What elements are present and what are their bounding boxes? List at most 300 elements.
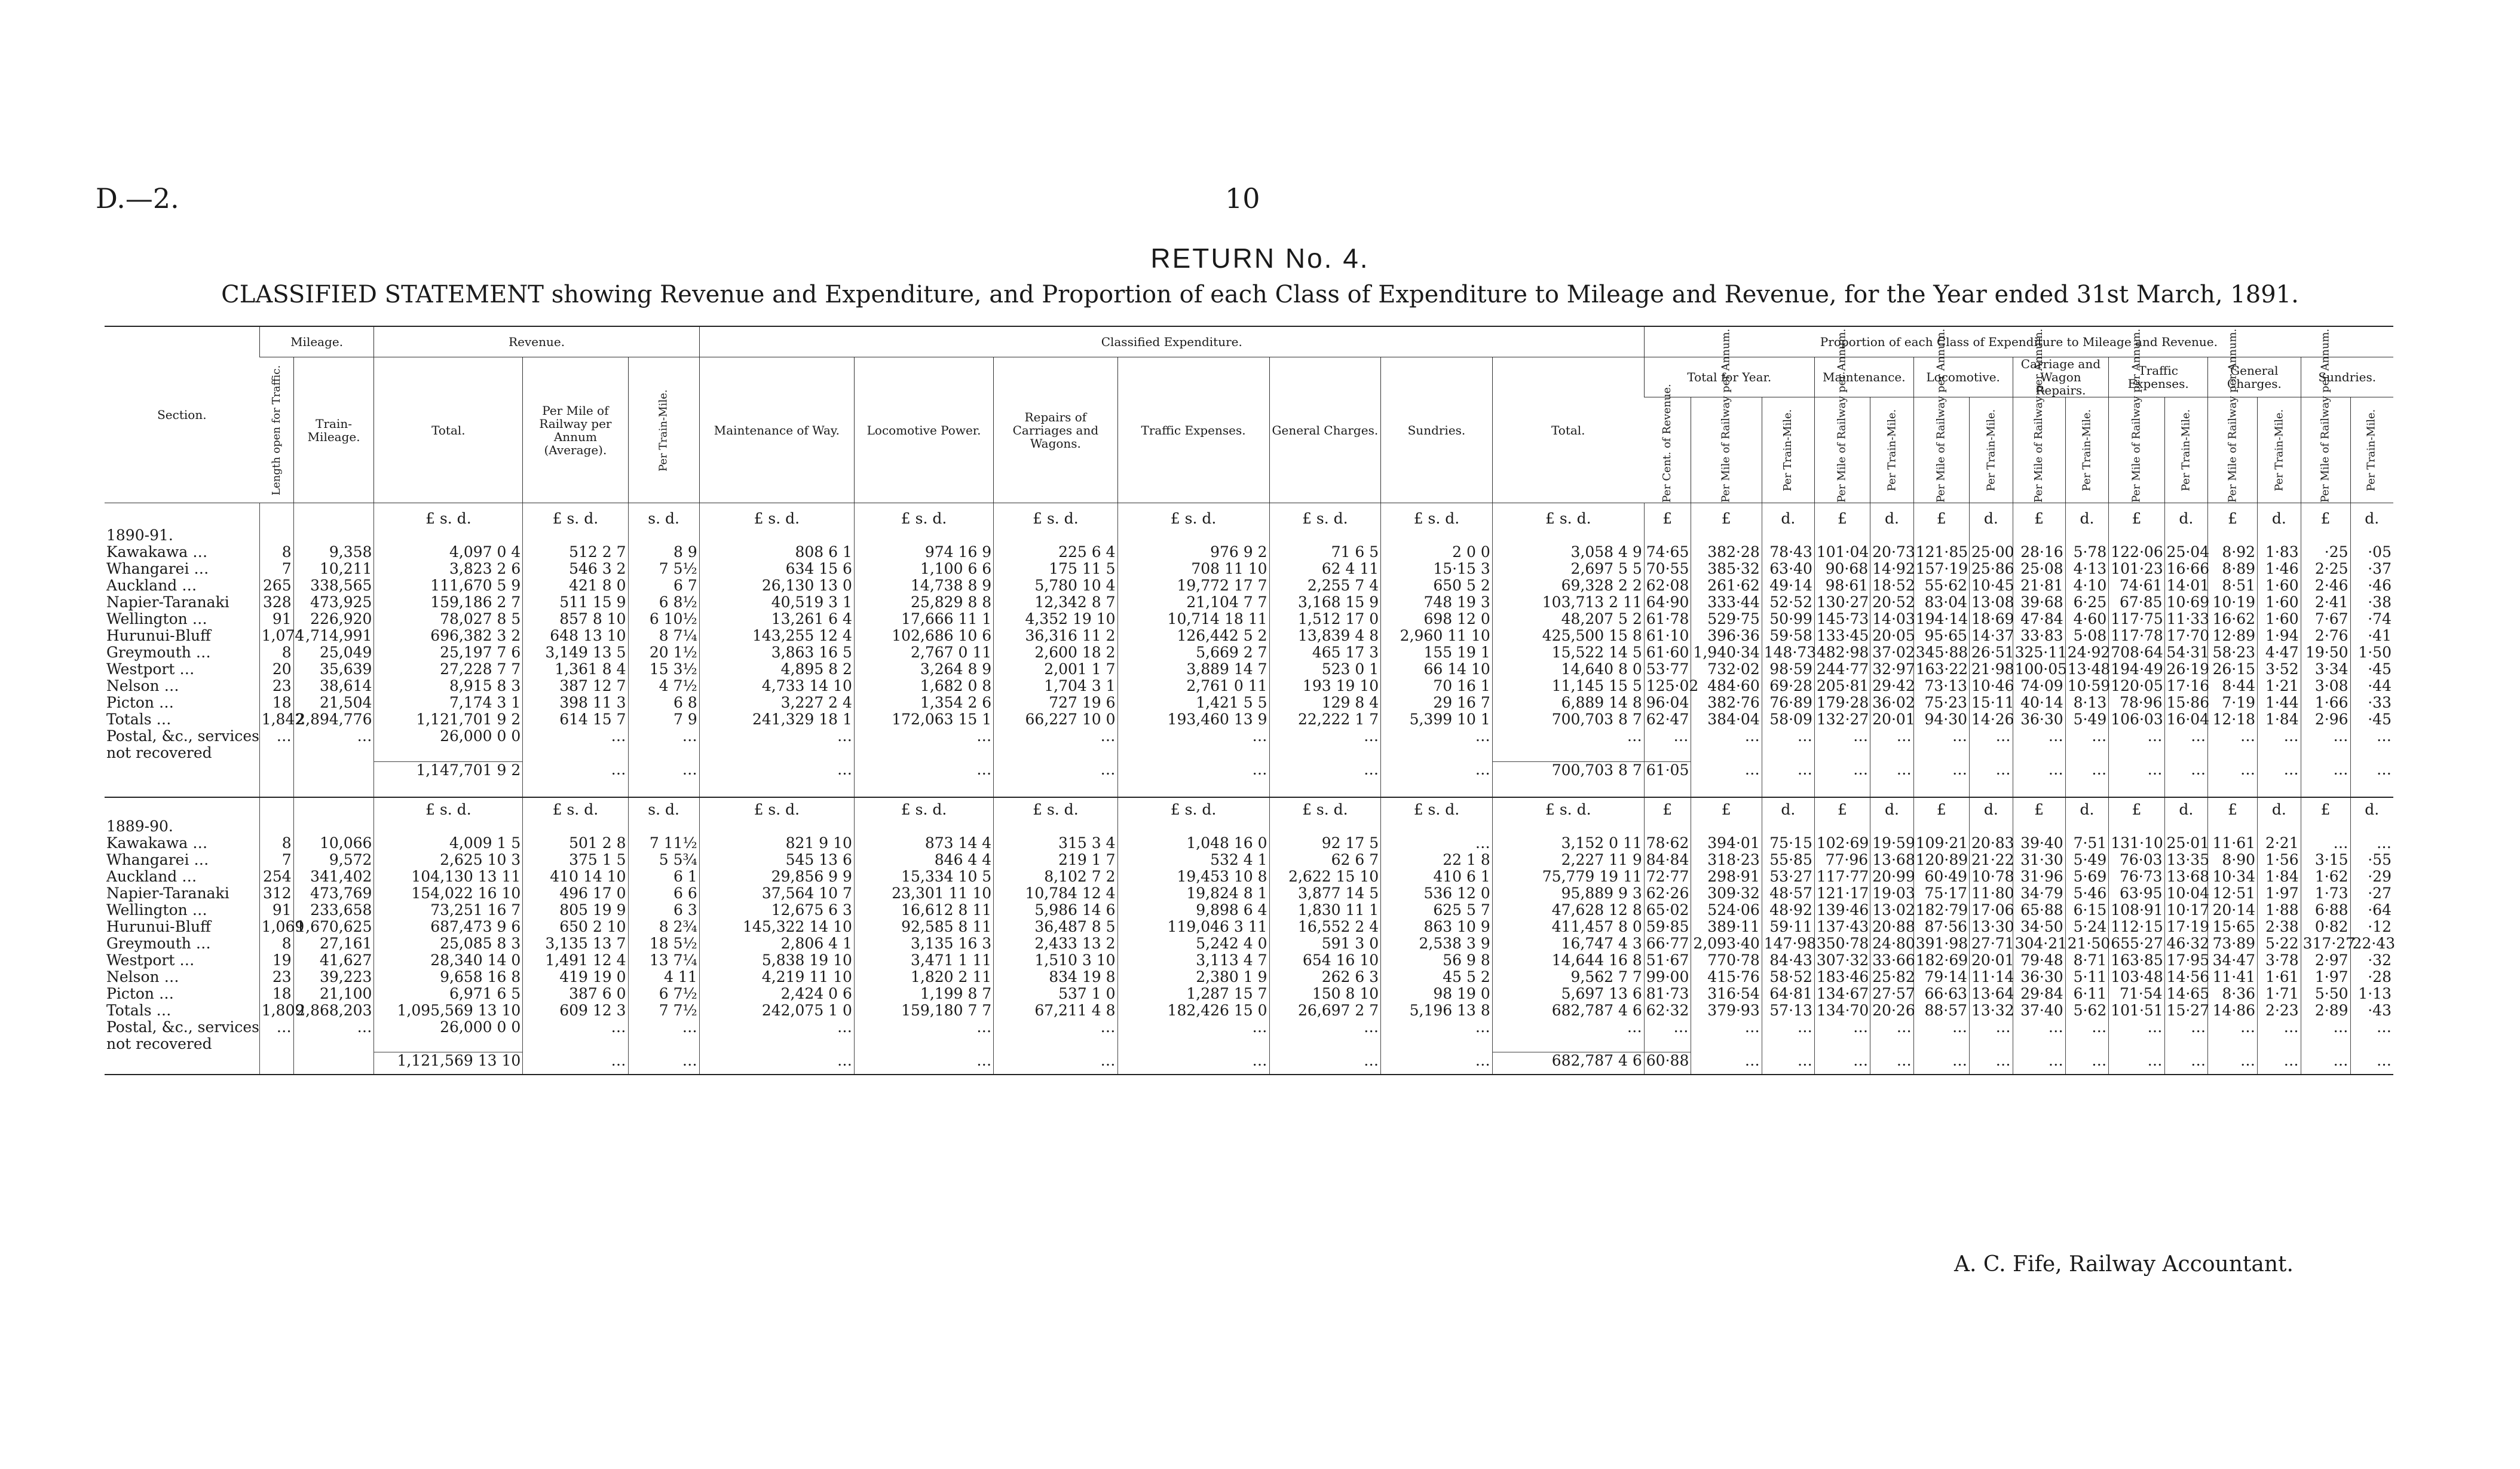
value-cell: 13,261 6 4 [699, 611, 854, 628]
value-cell [1117, 745, 1269, 761]
value-cell: 98 19 0 [1381, 986, 1493, 1002]
totals-sub-row [105, 1052, 2393, 1070]
value-cell: 20 [259, 661, 293, 678]
value-cell [854, 745, 993, 761]
unit-label: d. [2350, 801, 2393, 818]
spacer-cell [374, 779, 523, 797]
value-cell: 22 1 8 [1381, 852, 1493, 868]
spacer-cell [628, 527, 699, 544]
value-cell: 111,670 5 9 [374, 577, 523, 594]
value-cell: 1·46 [2258, 561, 2301, 577]
value-cell: 3·78 [2258, 952, 2301, 969]
value-cell: 26,000 0 0 [374, 1019, 523, 1036]
value-cell: 14·56 [2164, 969, 2208, 986]
value-cell: 131·10 [2109, 835, 2164, 852]
value-cell: 72·77 [1644, 868, 1691, 885]
value-cell: 244·77 [1814, 661, 1870, 678]
value-cell: 33·66 [1870, 952, 1914, 969]
value-cell: 5·69 [2065, 868, 2109, 885]
value-cell: … [2301, 835, 2350, 852]
value-cell: … [2065, 761, 2109, 779]
value-cell: 328 [259, 594, 293, 611]
value-cell: 708 11 10 [1117, 561, 1269, 577]
value-cell: 62·47 [1644, 711, 1691, 728]
totals-sub-row [105, 761, 2393, 779]
value-cell: 21,104 7 7 [1117, 594, 1269, 611]
page-number: 10 [1225, 182, 1260, 215]
per-mile-annum-header: Per Mile of Railway per Annum. [2208, 397, 2258, 503]
value-cell: 1·44 [2258, 694, 2301, 711]
value-cell: 1·71 [2258, 986, 2301, 1002]
section-name: Auckland … [106, 867, 197, 885]
value-cell: … [1913, 728, 1969, 745]
value-cell: ·74 [2350, 611, 2393, 628]
value-cell: 95·65 [1913, 628, 1969, 644]
value-cell: 84·84 [1644, 852, 1691, 868]
value-cell: 532 4 1 [1117, 852, 1269, 868]
value-cell: 10·04 [2164, 885, 2208, 902]
value-cell: 2,868,203 [293, 1002, 374, 1019]
spacer-cell [1117, 527, 1269, 544]
value-cell: 8·36 [2208, 986, 2258, 1002]
value-cell: 325·11 [2013, 644, 2065, 661]
value-cell [1814, 1036, 1870, 1052]
train-mileage-header: Train-Mileage. [293, 357, 374, 503]
unit-label: £ [2013, 801, 2065, 818]
value-cell: 98·59 [1762, 661, 1814, 678]
value-cell: 1,069 [259, 919, 293, 935]
unit-label: £ s. d. [854, 510, 993, 527]
spacer-cell [1762, 818, 1814, 835]
value-cell: 78·62 [1644, 835, 1691, 852]
value-cell [1492, 745, 1644, 761]
value-cell [523, 1036, 628, 1052]
value-cell: 546 3 2 [523, 561, 628, 577]
value-cell: 7 11½ [628, 835, 699, 852]
value-cell: 8·71 [2065, 952, 2109, 969]
value-cell [2208, 745, 2258, 761]
value-cell: 15·11 [1970, 694, 2013, 711]
value-cell: … [259, 1019, 293, 1036]
value-cell: 96·04 [1644, 694, 1691, 711]
section-header: Section. [105, 326, 259, 503]
value-cell: 73·89 [2208, 935, 2258, 952]
spacer-cell [1691, 527, 1762, 544]
value-cell: 2,960 11 10 [1381, 628, 1493, 644]
value-cell: 8 [259, 644, 293, 661]
value-cell: 10·59 [2065, 678, 2109, 694]
value-cell: 12·89 [2208, 628, 2258, 644]
value-cell: 14,644 16 8 [1492, 952, 1644, 969]
value-cell: 1,704 3 1 [994, 678, 1117, 694]
value-cell: 523 0 1 [1269, 661, 1381, 678]
value-cell: 120·89 [1913, 852, 1969, 868]
value-cell: 536 12 0 [1381, 885, 1493, 902]
value-cell: … [854, 1052, 993, 1070]
value-cell: 18 [259, 694, 293, 711]
value-cell: 4,097 0 4 [374, 544, 523, 561]
value-cell: 537 1 0 [994, 986, 1117, 1002]
value-cell: 2,625 10 3 [374, 852, 523, 868]
value-cell [699, 745, 854, 761]
value-cell: 15·27 [2164, 1002, 2208, 1019]
value-cell: 5,697 13 6 [1492, 986, 1644, 1002]
value-cell: 1,670,625 [293, 919, 374, 935]
value-cell: 71 6 5 [1269, 544, 1381, 561]
value-cell: 8 9 [628, 544, 699, 561]
value-cell: 73,251 16 7 [374, 902, 523, 919]
value-cell: 226,920 [293, 611, 374, 628]
section-name: not recovered [106, 1035, 212, 1052]
unit-label: £ s. d. [994, 510, 1117, 527]
value-cell [2065, 745, 2109, 761]
value-cell: 1·66 [2301, 694, 2350, 711]
table-row [105, 852, 2393, 868]
value-cell: 26,697 2 7 [1269, 1002, 1381, 1019]
value-cell: … [2065, 1052, 2109, 1070]
value-cell: 225 6 4 [994, 544, 1117, 561]
table-row [105, 661, 2393, 678]
value-cell: 27,228 7 7 [374, 661, 523, 678]
value-cell: 4·13 [2065, 561, 2109, 577]
value-cell: 591 3 0 [1269, 935, 1381, 952]
value-cell: … [1381, 761, 1493, 779]
spacer-cell [1381, 1069, 1493, 1075]
value-cell: 7 [259, 852, 293, 868]
unit-label: £ s. d. [699, 801, 854, 818]
value-cell: 15·65 [2208, 919, 2258, 935]
value-cell: 13·48 [2065, 661, 2109, 678]
table-row [105, 935, 2393, 952]
value-cell [2301, 1036, 2350, 1052]
value-cell: … [2164, 1019, 2208, 1036]
spacer-cell [854, 779, 993, 797]
unit-label: £ [1913, 801, 1969, 818]
value-cell: 341,402 [293, 868, 374, 885]
value-cell: 16·66 [2164, 561, 2208, 577]
value-cell: 379·93 [1691, 1002, 1762, 1019]
value-cell: 74·61 [2109, 577, 2164, 594]
value-cell: 1,512 17 0 [1269, 611, 1381, 628]
section-name: Picton … [106, 984, 174, 1002]
value-cell: 8 [259, 835, 293, 852]
section-name: Postal, &c., services [106, 727, 259, 745]
value-cell: 74·65 [1644, 544, 1691, 561]
value-cell: … [699, 728, 854, 745]
value-cell: 12,675 6 3 [699, 902, 854, 919]
value-cell: 25·82 [1870, 969, 1914, 986]
value-cell: 3·52 [2258, 661, 2301, 678]
spacer-cell [2208, 779, 2258, 797]
value-cell: 8 7¼ [628, 628, 699, 644]
value-cell: 5,986 14 6 [994, 902, 1117, 919]
value-cell: 6 1 [628, 868, 699, 885]
value-cell: 29·42 [1870, 678, 1914, 694]
value-cell: 318·23 [1691, 852, 1762, 868]
value-cell: 2,227 11 9 [1492, 852, 1644, 868]
maintenance-header: Maintenance of Way. [699, 357, 854, 503]
value-cell: … [1117, 1052, 1269, 1070]
spacer-cell [523, 779, 628, 797]
value-cell: 49·14 [1762, 577, 1814, 594]
value-cell: 13·68 [1870, 852, 1914, 868]
value-cell: 5·49 [2065, 852, 2109, 868]
value-cell: … [2258, 728, 2301, 745]
value-cell: 20·01 [1870, 711, 1914, 728]
value-cell: 61·05 [1644, 761, 1691, 779]
value-cell: 4·47 [2258, 644, 2301, 661]
value-cell: 1·88 [2258, 902, 2301, 919]
value-cell: 26·51 [1970, 644, 2013, 661]
unit-label: £ [1644, 801, 1691, 818]
spacer-cell [1913, 1069, 1969, 1075]
totals-sub-row [105, 1019, 2393, 1036]
unit-label: £ s. d. [1381, 801, 1493, 818]
spacer-cell [1492, 527, 1644, 544]
value-cell: 1·84 [2258, 711, 2301, 728]
value-cell: 2,622 15 10 [1269, 868, 1381, 885]
value-cell: 117·75 [2109, 611, 2164, 628]
value-cell: 28·16 [2013, 544, 2065, 561]
total-for-year-header: Total for Year. [1644, 357, 1814, 397]
value-cell: … [259, 728, 293, 745]
value-cell: … [2258, 761, 2301, 779]
value-cell: 25,049 [293, 644, 374, 661]
value-cell: 8·51 [2208, 577, 2258, 594]
value-cell [2013, 1036, 2065, 1052]
value-cell: 7,174 3 1 [374, 694, 523, 711]
value-cell: 396·36 [1691, 628, 1762, 644]
value-cell: … [1492, 1019, 1644, 1036]
value-cell: 5,669 2 7 [1117, 644, 1269, 661]
value-cell: 382·76 [1691, 694, 1762, 711]
value-cell: 21·98 [1970, 661, 2013, 678]
value-cell: 9,358 [293, 544, 374, 561]
per-train-mile-header: Per Train-Mile. [1762, 397, 1814, 503]
value-cell: … [293, 1019, 374, 1036]
value-cell: 14·92 [1870, 561, 1914, 577]
value-cell: 10,784 12 4 [994, 885, 1117, 902]
value-cell: 102,686 10 6 [854, 628, 993, 644]
spacer-cell [699, 818, 854, 835]
spacer-cell [1691, 818, 1762, 835]
value-cell: 2,255 7 4 [1269, 577, 1381, 594]
value-cell: 265 [259, 577, 293, 594]
value-cell: 120·05 [2109, 678, 2164, 694]
value-cell: 10·45 [1970, 577, 2013, 594]
value-cell: 385·32 [1691, 561, 1762, 577]
value-cell: 425,500 15 8 [1492, 628, 1644, 644]
value-cell: 92,585 8 11 [854, 919, 993, 935]
value-cell: 29 16 7 [1381, 694, 1493, 711]
value-cell: 79·48 [2013, 952, 2065, 969]
unit-label: d. [2258, 801, 2301, 818]
value-cell: 58·52 [1762, 969, 1814, 986]
value-cell: … [1117, 728, 1269, 745]
value-cell: 14·26 [1970, 711, 2013, 728]
value-cell: 60·49 [1913, 868, 1969, 885]
value-cell: ·55 [2350, 852, 2393, 868]
value-cell: 20 1½ [628, 644, 699, 661]
unit-label [259, 510, 293, 527]
value-cell: 193 19 10 [1269, 678, 1381, 694]
value-cell: 3,264 8 9 [854, 661, 993, 678]
value-cell: … [1492, 728, 1644, 745]
value-cell: 139·46 [1814, 902, 1870, 919]
unit-label: £ [1691, 510, 1762, 527]
spacer-cell [1269, 527, 1381, 544]
value-cell [1870, 745, 1914, 761]
table-row [105, 611, 2393, 628]
value-cell: 55·62 [1913, 577, 1969, 594]
spacer-cell [2013, 779, 2065, 797]
value-cell: 40·14 [2013, 694, 2065, 711]
value-cell: ·25 [2301, 544, 2350, 561]
value-cell: 31·96 [2013, 868, 2065, 885]
value-cell: 25·86 [1970, 561, 2013, 577]
value-cell [1492, 1036, 1644, 1052]
value-cell: … [1381, 835, 1493, 852]
value-cell: 205·81 [1814, 678, 1870, 694]
value-cell: 7 9 [628, 711, 699, 728]
value-cell: 103,713 2 11 [1492, 594, 1644, 611]
section-name [105, 761, 259, 779]
value-cell: … [1970, 1052, 2013, 1070]
spacer-cell [699, 527, 854, 544]
spacer-cell [1870, 779, 1914, 797]
spacer-cell [2109, 818, 2164, 835]
value-cell: 8,915 8 3 [374, 678, 523, 694]
value-cell: 732·02 [1691, 661, 1762, 678]
spacer-cell [854, 527, 993, 544]
value-cell: … [523, 1052, 628, 1070]
spacer-cell [1269, 779, 1381, 797]
value-cell: ·45 [2350, 711, 2393, 728]
value-cell: 134·70 [1814, 1002, 1870, 1019]
value-cell [2164, 745, 2208, 761]
value-cell: 31·30 [2013, 852, 2065, 868]
value-cell: 1,820 2 11 [854, 969, 993, 986]
spacer-cell [1814, 527, 1870, 544]
value-cell: 33·83 [2013, 628, 2065, 644]
value-cell: 748 19 3 [1381, 594, 1493, 611]
value-cell [2164, 1036, 2208, 1052]
year-row [105, 818, 2393, 835]
value-cell: 148·73 [1762, 644, 1814, 661]
value-cell: … [1644, 1019, 1691, 1036]
value-cell [259, 745, 293, 761]
spacer-cell [994, 818, 1117, 835]
per-train-mile-header: Per Train-Mile. [2065, 397, 2109, 503]
value-cell: 36·30 [2013, 969, 2065, 986]
spacer-cell [2013, 818, 2065, 835]
value-cell: … [2350, 728, 2393, 745]
value-cell: 5·24 [2065, 919, 2109, 935]
value-cell: ·33 [2350, 694, 2393, 711]
value-cell: 650 2 10 [523, 919, 628, 935]
spacer-cell [2350, 818, 2393, 835]
value-cell: 130·27 [1814, 594, 1870, 611]
value-cell: ·28 [2350, 969, 2393, 986]
unit-label: d. [1870, 510, 1914, 527]
section-name: Wellington … [106, 610, 207, 628]
value-cell [1814, 745, 1870, 761]
table-row [105, 561, 2393, 577]
value-cell: 112·15 [2109, 919, 2164, 935]
value-cell: 121·17 [1814, 885, 1870, 902]
value-cell: 29·84 [2013, 986, 2065, 1002]
value-cell: 708·64 [2109, 644, 2164, 661]
value-cell: 154,022 16 10 [374, 885, 523, 902]
value-cell: … [2301, 761, 2350, 779]
value-cell: 317·27 [2301, 935, 2350, 952]
value-cell [1644, 745, 1691, 761]
value-cell [628, 745, 699, 761]
value-cell: 21·22 [1970, 852, 2013, 868]
value-cell: … [1814, 1052, 1870, 1070]
totals-sub-row [105, 728, 2393, 745]
value-cell: 14·65 [2164, 986, 2208, 1002]
unit-label: £ [2013, 510, 2065, 527]
value-cell: 21·50 [2065, 935, 2109, 952]
spacer-cell [1814, 818, 1870, 835]
spacer-cell [259, 527, 293, 544]
unit-label [105, 510, 259, 527]
prop-sundries-header: Sundries. [2301, 357, 2393, 397]
section-name: Hurunui-Bluff [106, 627, 211, 644]
value-cell: … [854, 761, 993, 779]
value-cell: 10,714 18 11 [1117, 611, 1269, 628]
value-cell: 1,940·34 [1691, 644, 1762, 661]
value-cell: 545 13 6 [699, 852, 854, 868]
value-cell: 648 13 10 [523, 628, 628, 644]
value-cell: ·45 [2350, 661, 2393, 678]
spacer-cell [2164, 818, 2208, 835]
traffic-header: Traffic Expenses. [1117, 357, 1269, 503]
value-cell: 6 8½ [628, 594, 699, 611]
value-cell: 2·23 [2258, 1002, 2301, 1019]
value-cell: 496 17 0 [523, 885, 628, 902]
value-cell: … [1691, 1052, 1762, 1070]
value-cell: 8·13 [2065, 694, 2109, 711]
value-cell: … [699, 1052, 854, 1070]
value-cell: 16,747 4 3 [1492, 935, 1644, 952]
value-cell: 11·33 [2164, 611, 2208, 628]
value-cell: 11·14 [1970, 969, 2013, 986]
value-cell: 309·32 [1691, 885, 1762, 902]
year-row [105, 527, 2393, 544]
value-cell: 410 14 10 [523, 868, 628, 885]
value-cell: 2,093·40 [1691, 935, 1762, 952]
value-cell: 974 16 9 [854, 544, 993, 561]
value-cell: 3·34 [2301, 661, 2350, 678]
value-cell: … [1913, 1019, 1969, 1036]
table-row [105, 628, 2393, 644]
value-cell: 4·10 [2065, 577, 2109, 594]
value-cell: … [2208, 728, 2258, 745]
value-cell: … [2109, 761, 2164, 779]
table-row [105, 952, 2393, 969]
value-cell: 70·55 [1644, 561, 1691, 577]
value-cell: 7·19 [2208, 694, 2258, 711]
value-cell: 1,714,991 [293, 628, 374, 644]
value-cell: … [1762, 1052, 1814, 1070]
spacer-cell [1870, 527, 1914, 544]
spacer-cell [2164, 1069, 2208, 1075]
value-cell: 10·34 [2208, 868, 2258, 885]
value-cell: 6 3 [628, 902, 699, 919]
value-cell: … [1269, 728, 1381, 745]
